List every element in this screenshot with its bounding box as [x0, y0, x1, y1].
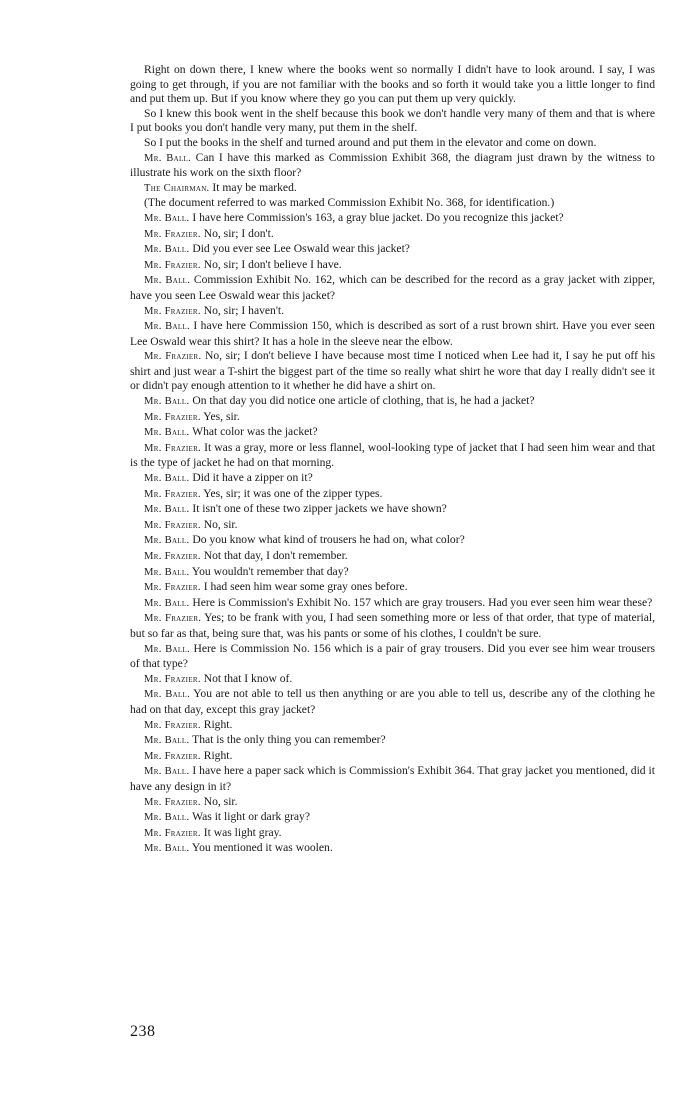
speaker-name: Mr. Ball. — [144, 427, 190, 439]
testimony-paragraph — [130, 487, 655, 503]
paragraph-text: So I knew this book went in the shelf because this book we don't handle very many of them and that is where I put books you don't handle very many, put them in the shelf. — [130, 106, 655, 135]
testimony-paragraph — [130, 273, 655, 303]
paragraph-text: Yes; to be frank with you, I had seen something more or less of that order, that type of material, but so far as that, being sure that, was his pants or some of his clothes, I couldn't be sure. — [130, 611, 655, 640]
speaker-name: Mr. Ball. — [144, 473, 190, 485]
paragraph-text: Not that day, I don't remember. — [203, 549, 348, 562]
testimony-paragraph — [130, 596, 655, 612]
speaker-name: Mr. Frazier. — [144, 259, 201, 271]
speaker-name: Mr. Frazier. — [144, 519, 201, 531]
speaker-name: Mr. Frazier. — [144, 827, 201, 839]
paragraph-text: I have here a paper sack which is Commission's Exhibit 364. That gray jacket you mentioned, did it have any design in it? — [130, 764, 655, 793]
paragraph-text: Did you ever see Lee Oswald wear this jacket? — [192, 242, 410, 256]
paragraph-text: It isn't one of these two zipper jackets we have shown? — [192, 502, 447, 516]
testimony-paragraph — [130, 319, 655, 349]
speaker-name: Mr. Frazier. — [144, 551, 201, 562]
testimony-paragraph — [130, 441, 655, 471]
paragraph-text: Do you know what kind of trousers he had on, what color? — [192, 533, 465, 547]
testimony-paragraph — [130, 227, 655, 243]
speaker-name: Mr. Frazier. — [144, 719, 201, 731]
speaker-name: Mr. Frazier. — [144, 796, 201, 808]
testimony-paragraph — [130, 549, 655, 565]
testimony-paragraph — [130, 349, 655, 394]
speaker-name: Mr. Frazier. — [144, 442, 202, 454]
testimony-paragraph — [130, 810, 655, 826]
paragraph-text: (The document referred to was marked Commission Exhibit No. 368, for identification.) — [144, 196, 555, 210]
speaker-name: Mr. Ball. — [144, 597, 190, 609]
testimony-paragraph — [130, 764, 655, 794]
speaker-name: Mr. Ball. — [144, 689, 191, 701]
speaker-name: Mr. Ball. — [144, 566, 190, 578]
speaker-name: The Chairman. — [144, 182, 210, 194]
testimony-paragraph — [130, 471, 655, 487]
speaker-name: Mr. Ball. — [144, 812, 190, 824]
paragraph-text: That is the only thing you can remember? — [192, 733, 386, 747]
testimony-paragraph — [130, 672, 655, 688]
testimony-paragraph — [130, 795, 655, 811]
narrative-paragraph — [130, 107, 655, 136]
testimony-paragraph — [130, 565, 655, 581]
testimony-paragraph — [130, 687, 655, 717]
paragraph-text: It was light gray. — [203, 825, 282, 839]
paragraph-text: Not that I know of. — [203, 671, 293, 685]
paragraph-text: Yes, sir. — [203, 409, 240, 423]
paragraph-text: I have here Commission's 163, a gray blue jacket. Do you recognize this jacket? — [192, 210, 564, 224]
testimony-paragraph — [130, 258, 655, 274]
testimony-paragraph — [130, 211, 655, 227]
testimony-paragraph — [130, 304, 655, 320]
paragraph-text: It was a gray, more or less flannel, wool-looking type of jacket that I had seen him wear and that is the type of jacket he had on that morning. — [130, 440, 656, 470]
paragraph-text: Yes, sir; it was one of the zipper types. — [203, 486, 383, 500]
speaker-name: Mr. Ball. — [144, 643, 190, 655]
testimony-paragraph — [130, 611, 655, 641]
testimony-paragraph — [130, 181, 655, 197]
paragraph-text: Can I have this marked as Commission Exhibit 368, the diagram just drawn by the witness to illustrate his work on the sixth floor? — [130, 150, 655, 180]
testimony-paragraph — [130, 826, 655, 842]
testimony-paragraph — [130, 718, 655, 734]
speaker-name: Mr. Ball. — [144, 766, 190, 778]
paragraph-text: On that day you did notice one article of clothing, that is, he had a jacket? — [192, 394, 535, 408]
speaker-name: Mr. Frazier. — [144, 351, 202, 363]
narrative-paragraph — [130, 196, 655, 211]
speaker-name: Mr. Frazier. — [144, 750, 201, 762]
paragraph-text: Right. — [203, 717, 233, 731]
speaker-name: Mr. Frazier. — [144, 228, 201, 240]
speaker-name: Mr. Ball. — [144, 535, 190, 547]
testimony-paragraph — [130, 580, 655, 596]
paragraph-text: No, sir. — [203, 517, 238, 531]
paragraph-text: So I put the books in the shelf and turned around and put them in the elevator and come on down. — [144, 135, 597, 149]
testimony-paragraph — [130, 533, 655, 549]
narrative-paragraph — [130, 136, 655, 151]
paragraph-text: Here is Commission No. 156 which is a pair of gray trousers. Did you ever see him wear trousers of that type? — [130, 641, 655, 671]
paragraph-text: You are not able to tell us then anything or are you able to tell us, describe any of the clothing he had on that day, except this gray jacket? — [130, 687, 656, 716]
paragraph-text: No, sir; I haven't. — [203, 303, 285, 317]
paragraph-text: You wouldn't remember that day? — [191, 564, 349, 578]
testimony-paragraph — [130, 502, 655, 518]
speaker-name: Mr. Ball. — [144, 321, 190, 333]
speaker-name: Mr. Frazier. — [144, 411, 201, 423]
testimony-paragraph — [130, 410, 655, 426]
paragraph-text: No, sir; I don't. — [203, 226, 274, 240]
speaker-name: Mr. Ball. — [144, 843, 190, 855]
speaker-name: Mr. Ball. — [144, 152, 192, 164]
speaker-name: Mr. Frazier. — [144, 582, 201, 594]
speaker-name: Mr. Ball. — [144, 396, 190, 408]
paragraph-text: I had seen him wear some gray ones before. — [203, 580, 408, 594]
speaker-name: Mr. Frazier. — [144, 613, 202, 625]
page-number: 238 — [130, 1023, 156, 1040]
speaker-name: Mr. Frazier. — [144, 488, 201, 500]
testimony-paragraph — [130, 242, 655, 258]
paragraph-text: Right on down there, I knew where the books went so normally I didn't have to look around. I say, I was going to get through, if you are not familiar with the books and so forth it would take you a little longer to find and put them up. But if you know where they go you can put them up very quickly. — [130, 63, 655, 106]
speaker-name: Mr. Ball. — [144, 275, 191, 287]
paragraph-text: Right. — [203, 748, 233, 762]
paragraph-text: Did it have a zipper on it? — [192, 471, 313, 485]
speaker-name: Mr. Ball. — [144, 735, 190, 747]
testimony-paragraph — [130, 733, 655, 749]
paragraph-text: It may be marked. — [212, 180, 297, 194]
speaker-name: Mr. Frazier. — [144, 673, 201, 685]
paragraph-text: No, sir. — [203, 794, 238, 808]
testimony-paragraph — [130, 425, 655, 441]
testimony-paragraph — [130, 841, 655, 857]
speaker-name: Mr. Ball. — [144, 244, 190, 256]
narrative-paragraph — [130, 63, 655, 107]
paragraph-text: Was it light or dark gray? — [192, 810, 310, 824]
paragraph-text: Here is Commission's Exhibit No. 157 which are gray trousers. Had you ever seen him wear these? — [192, 595, 653, 609]
testimony-paragraph — [130, 394, 655, 410]
transcript-page — [130, 63, 655, 857]
speaker-name: Mr. Ball. — [144, 212, 190, 224]
paragraph-text: No, sir; I don't believe I have. — [203, 257, 342, 271]
testimony-paragraph — [130, 518, 655, 534]
paragraph-text: No, sir; I don't believe I have because most time I noticed when Lee had it, I say he put off his shirt and just wear a T-shirt the biggest part of the time so really what shirt he wore that day I really didn't see it or didn't pay enough attention to it whether he did have a shirt on. — [130, 349, 655, 393]
testimony-paragraph — [130, 749, 655, 765]
paragraph-text: You mentioned it was woolen. — [191, 841, 333, 855]
testimony-paragraph — [130, 151, 655, 181]
paragraph-text: What color was the jacket? — [192, 425, 318, 439]
paragraph-text: I have here Commission 150, which is described as sort of a rust brown shirt. Have you ever seen Lee Oswald wear this shirt? It has a hole in the sleeve near the elbow. — [130, 319, 655, 348]
speaker-name: Mr. Ball. — [144, 504, 190, 516]
paragraph-text: Commission Exhibit No. 162, which can be described for the record as a gray jacket with zipper, have you seen Lee Oswald wear this jacket? — [130, 273, 655, 302]
testimony-paragraph — [130, 642, 655, 672]
speaker-name: Mr. Frazier. — [144, 305, 201, 317]
